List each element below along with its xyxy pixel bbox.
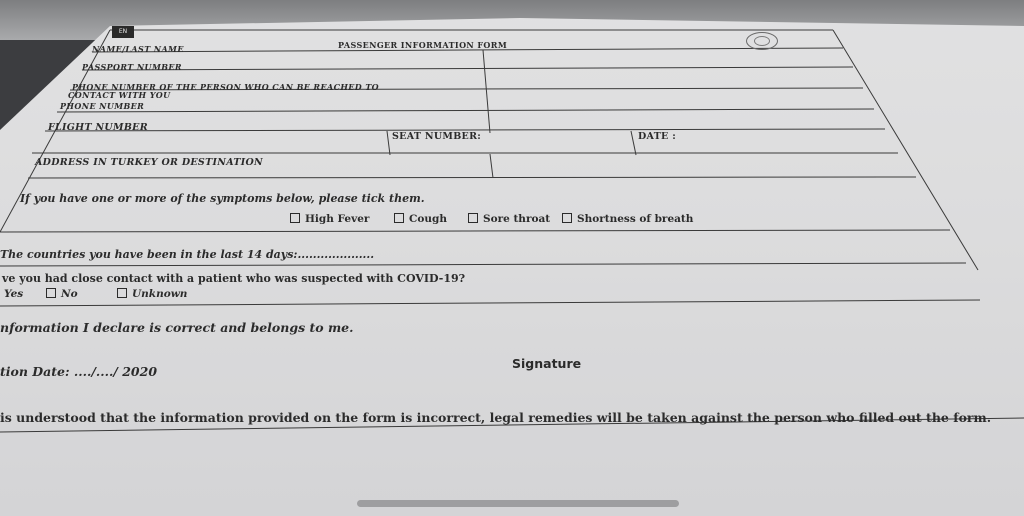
contact-option-unknown[interactable]: Unknown [117,288,187,300]
language-badge: EN [112,26,134,38]
contact-option-no[interactable]: No [46,288,78,300]
horizontal-scrollbar[interactable] [357,500,679,507]
symptom-option-sore-throat[interactable]: Sore throat [468,213,550,225]
symptoms-question: If you have one or more of the symptoms below, please tick them. [20,192,425,205]
contact-option-yes[interactable]: Yes [4,288,24,300]
symptom-option-cough[interactable]: Cough [394,213,447,225]
checkbox-icon [468,213,478,223]
flight-field-label: FLIGHT NUMBER [48,122,148,133]
contact-question: ve you had close contact with a patient who was suspected with COVID-19? [2,272,466,285]
checkbox-icon [394,213,404,223]
checkbox-icon [290,213,300,223]
declaration-text: nformation I declare is correct and belongs to me. [0,320,354,335]
passport-field-label: PASSPORT NUMBER [82,62,182,72]
name-field-label: NAME/LAST NAME [92,44,184,54]
symptom-option-shortness-of-breath[interactable]: Shortness of breath [562,213,693,225]
checkbox-icon [562,213,572,223]
phone-field-label: PHONE NUMBER [60,101,145,111]
contact-person-label-line1: PHONE NUMBER OF THE PERSON WHO CAN BE REACHED TO [72,82,380,92]
date-field-label: DATE : [638,131,677,142]
signature-label: Signature [512,356,582,371]
declaration-date: tion Date: ..../..../ 2020 [0,364,158,379]
symptom-option-high-fever[interactable]: High Fever [290,213,369,225]
contact-person-label-line2: CONTACT WITH YOU [68,90,171,100]
checkbox-icon [117,288,127,298]
official-seal-icon [746,32,778,50]
checkbox-icon [46,288,56,298]
countries-question: The countries you have been in the last 14 days:.................... [0,248,375,261]
address-field-label: ADDRESS IN TURKEY OR DESTINATION [35,157,264,168]
seat-field-label: SEAT NUMBER: [392,131,482,142]
form-title: PASSENGER INFORMATION FORM [338,40,508,50]
legal-notice: is understood that the information provided on the form is incorrect, legal remedies will be taken against the person who filled out the form. [0,410,992,425]
